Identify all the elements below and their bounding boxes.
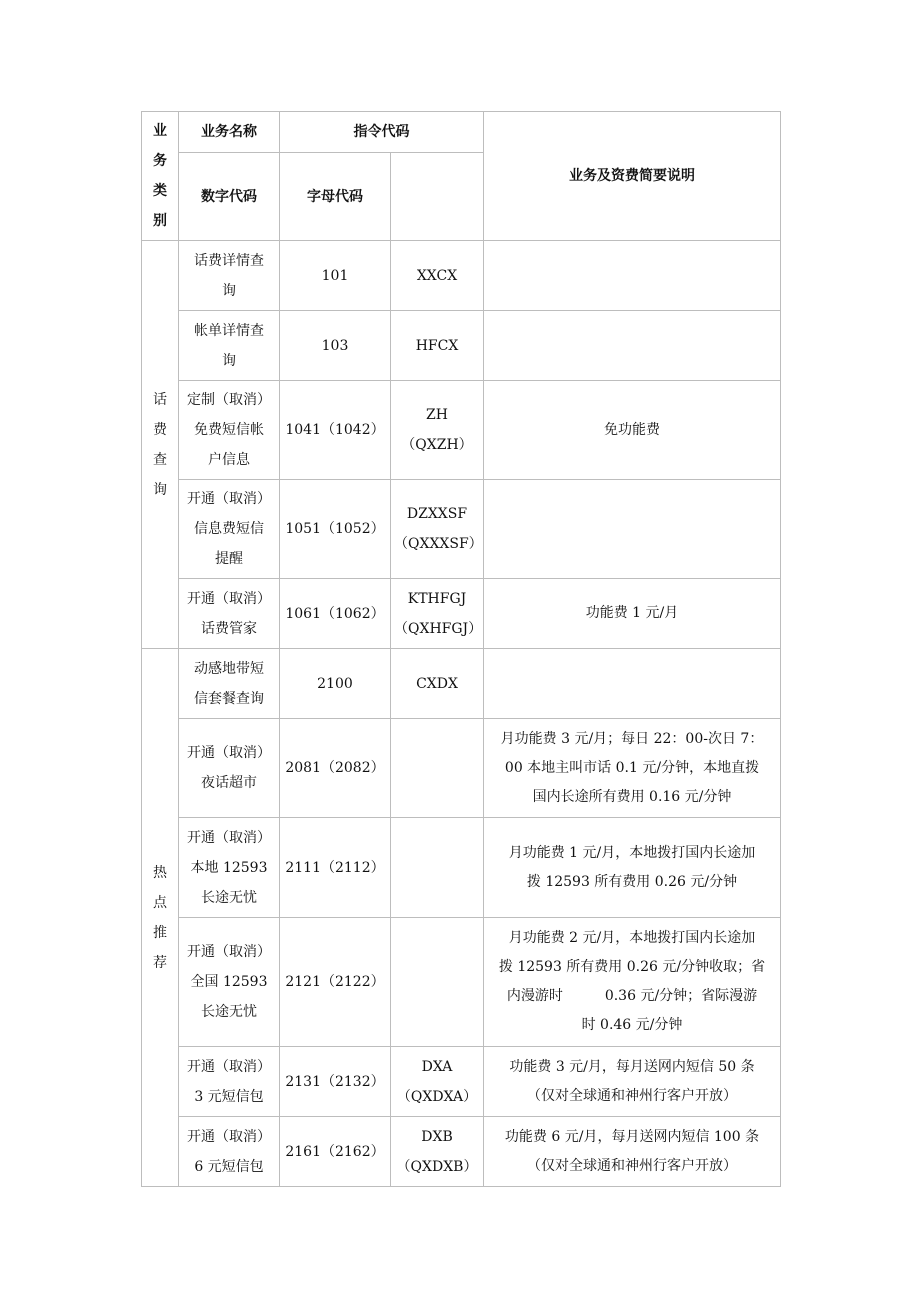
letter-code: DXA（QXDXA）: [391, 1047, 484, 1117]
header-category: 业务类别: [142, 112, 179, 241]
numeric-code: 2131（2132）: [280, 1047, 391, 1117]
service-description: 月功能费 3 元/月；每日 22：00-次日 7： 00 本地主叫市话 0.1 元/分钟，本地直拨 国内长途所有费用 0.16 元/分钟: [484, 719, 781, 818]
service-name: 开通（取消） 6 元短信包: [179, 1117, 280, 1187]
letter-code: DZXXSF （QXXXSF）: [391, 480, 484, 579]
service-name: 开通（取消） 全国 12593 长途无忧: [179, 918, 280, 1047]
service-description: 功能费 1 元/月: [484, 579, 781, 649]
category-cell: 热点推荐: [142, 649, 179, 1187]
table-row: [142, 818, 781, 918]
numeric-code: 2081（2082）: [280, 719, 391, 818]
letter-code: HFCX: [391, 311, 484, 381]
service-name: 开通（取消） 本地 12593 长途无忧: [179, 818, 280, 918]
service-description: [484, 480, 781, 579]
letter-code: ZH（QXZH）: [391, 381, 484, 480]
header-numeric-code: 数字代码: [179, 153, 280, 241]
header-empty: [391, 153, 484, 241]
service-name: 开通（取消） 3 元短信包: [179, 1047, 280, 1117]
numeric-code: 2111（2112）: [280, 818, 391, 918]
table-row: [142, 649, 781, 719]
service-description: [484, 311, 781, 381]
service-name: 动感地带短 信套餐查询: [179, 649, 280, 719]
numeric-code: 2100: [280, 649, 391, 719]
service-name: 开通（取消） 话费管家: [179, 579, 280, 649]
letter-code: XXCX: [391, 241, 484, 311]
service-name: 开通（取消） 信息费短信 提醒: [179, 480, 280, 579]
numeric-code: 1061（1062）: [280, 579, 391, 649]
table-row: [142, 579, 781, 649]
service-description: [484, 649, 781, 719]
letter-code: [391, 719, 484, 818]
header-description: 业务及资费简要说明: [484, 112, 781, 241]
numeric-code: 2121（2122）: [280, 918, 391, 1047]
table-row: [142, 1117, 781, 1187]
numeric-code: 101: [280, 241, 391, 311]
service-name: 开通（取消） 夜话超市: [179, 719, 280, 818]
numeric-code: 1041（1042）: [280, 381, 391, 480]
service-description: 月功能费 1 元/月，本地拨打国内长途加 拨 12593 所有费用 0.26 元/分钟: [484, 818, 781, 918]
service-name: 定制（取消） 免费短信帐 户信息: [179, 381, 280, 480]
service-description: 功能费 3 元/月，每月送网内短信 50 条 （仅对全球通和神州行客户开放）: [484, 1047, 781, 1117]
service-name: 话费详情查 询: [179, 241, 280, 311]
header-command-code: 指令代码: [280, 112, 484, 153]
numeric-code: 1051（1052）: [280, 480, 391, 579]
service-description: 免功能费: [484, 381, 781, 480]
service-code-table: [141, 111, 781, 1187]
table-row: [142, 1047, 781, 1117]
table-row: [142, 311, 781, 381]
category-cell: 话费查询: [142, 241, 179, 649]
service-description: 功能费 6 元/月，每月送网内短信 100 条 （仅对全球通和神州行客户开放）: [484, 1117, 781, 1187]
table-row: [142, 719, 781, 818]
letter-code: KTHFGJ （QXHFGJ）: [391, 579, 484, 649]
table-row: [142, 480, 781, 579]
letter-code: [391, 918, 484, 1047]
letter-code: DXB（QXDXB）: [391, 1117, 484, 1187]
service-description: 月功能费 2 元/月，本地拨打国内长途加 拨 12593 所有费用 0.26 元/分钟收取；省 内漫游时 0.36 元/分钟；省际漫游 时 0.46 元/分钟: [484, 918, 781, 1047]
table-row: [142, 918, 781, 1047]
letter-code: [391, 818, 484, 918]
header-letter-code: 字母代码: [280, 153, 391, 241]
table-row: [142, 381, 781, 480]
service-description: [484, 241, 781, 311]
numeric-code: 2161（2162）: [280, 1117, 391, 1187]
numeric-code: 103: [280, 311, 391, 381]
header-service-name: 业务名称: [179, 112, 280, 153]
letter-code: CXDX: [391, 649, 484, 719]
table-row: [142, 241, 781, 311]
service-name: 帐单详情查 询: [179, 311, 280, 381]
